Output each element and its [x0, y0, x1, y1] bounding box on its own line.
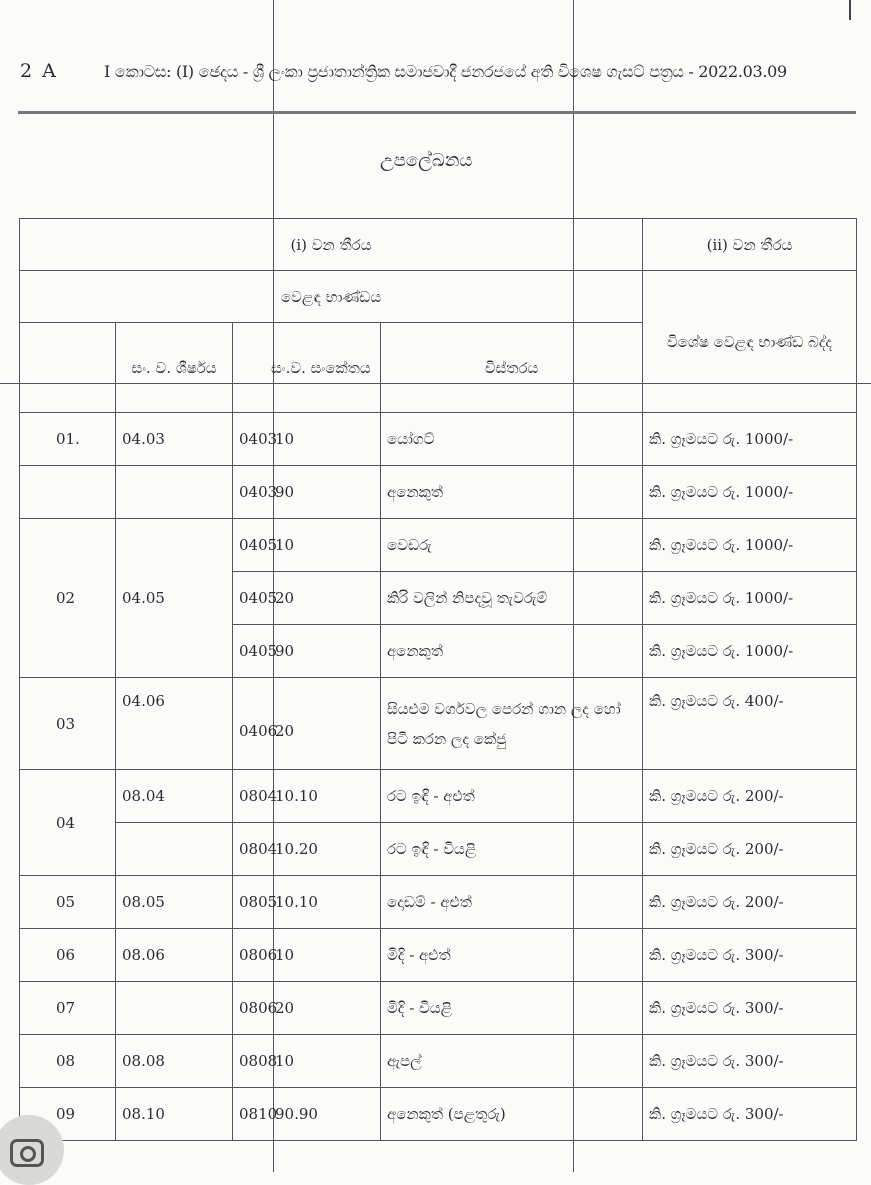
row-hs-heading: 04.06	[116, 678, 233, 770]
hs-code-4: 0405	[233, 589, 274, 607]
hs-code-4: 0405	[233, 642, 274, 660]
camera-glyph	[10, 1139, 44, 1167]
hs-code-4: 0806	[233, 999, 274, 1017]
row-description: මිදි - අළුත්	[381, 929, 643, 982]
row-hs-code	[233, 625, 381, 678]
row-hs-code	[233, 678, 381, 770]
row-hs-heading: 08.05	[116, 876, 233, 929]
row-levy: කි. ග්‍රෑමයට රු. 300/-	[643, 1035, 857, 1088]
row-hs-heading	[116, 823, 233, 876]
row-serial: 05	[20, 876, 116, 929]
edge-mark	[849, 0, 851, 20]
row-description: සියළුම වර්ගවල පෙරන් ගාන ලද හෝ පිටි කරන ලද කේජු	[381, 678, 643, 770]
row-levy: කි. ග්‍රෑමයට රු. 1000/-	[643, 413, 857, 466]
row-description: රට ඉඳි - වියළි	[381, 823, 643, 876]
row-description: අනෙකුත් (පළතුරු)	[381, 1088, 643, 1141]
hs-code-4: 0804	[233, 787, 274, 805]
hs-code-sub: 10	[275, 536, 295, 554]
hs-code-4: 0806	[233, 946, 274, 964]
hs-code-4: 0405	[233, 536, 274, 554]
row-hs-heading: 08.06	[116, 929, 233, 982]
row-hs-heading: 04.03	[116, 413, 233, 466]
hs-code-4: 0808	[233, 1052, 274, 1070]
row-levy: කි. ග්‍රෑමයට රු. 300/-	[643, 982, 857, 1035]
row-hs-code	[233, 876, 381, 929]
row-serial	[20, 466, 116, 519]
annex-title: උපලේඛනය	[380, 150, 473, 171]
hs-code-sub: 10.10	[275, 787, 318, 805]
row-serial: 02	[20, 519, 116, 678]
row-serial: 08	[20, 1035, 116, 1088]
row-serial: 04	[20, 770, 116, 876]
row-levy: කි. ග්‍රෑමයට රු. 1000/-	[643, 519, 857, 572]
column-group-2: (ii) වන තීරය	[643, 219, 857, 271]
row-hs-code	[233, 929, 381, 982]
hs-code-sub: 10	[275, 430, 295, 448]
row-description: දොඩම් - අළුත්	[381, 876, 643, 929]
row-hs-code	[233, 823, 381, 876]
row-levy: කි. ග්‍රෑමයට රු. 200/-	[643, 823, 857, 876]
levy-schedule-table	[19, 218, 857, 1141]
column-group-1: (i) වන තීරය	[20, 219, 643, 271]
row-serial: 01.	[20, 413, 116, 466]
hs-code-4: 0403	[233, 430, 274, 448]
row-hs-code	[233, 572, 381, 625]
row-levy: කි. ග්‍රෑමයට රු. 1000/-	[643, 625, 857, 678]
row-description: රට ඉඳි - අළුත්	[381, 770, 643, 823]
hs-code-sub: 90.90	[275, 1105, 318, 1123]
row-hs-heading: 08.08	[116, 1035, 233, 1088]
hs-code-sub: 10.10	[275, 893, 318, 911]
hs-code-sub: 20	[275, 999, 295, 1017]
row-hs-code	[233, 466, 381, 519]
row-description: අනෙකුත්	[381, 625, 643, 678]
hs-code-sub: 10	[275, 946, 295, 964]
camera-icon[interactable]	[0, 1115, 64, 1185]
row-levy: කි. ග්‍රෑමයට රු. 300/-	[643, 1088, 857, 1141]
row-description: ඇපල්	[381, 1035, 643, 1088]
commodity-subgroup: වෙළඳ භාණ්ඩය	[20, 271, 643, 323]
row-levy: කි. ග්‍රෑමයට රු. 1000/-	[643, 572, 857, 625]
hs-code-sub: 20	[275, 721, 295, 740]
row-hs-code	[233, 770, 381, 823]
row-hs-heading: 08.04	[116, 770, 233, 823]
row-levy: කි. ග්‍රෑමයට රු. 1000/-	[643, 466, 857, 519]
hs-code-sub: 10.20	[275, 840, 318, 858]
hs-code-sub: 10	[275, 1052, 295, 1070]
levy-heading: විශේෂ වෙළඳ භාණ්ඩ බද්ද	[643, 271, 857, 413]
header-rule	[18, 111, 856, 114]
description-heading: විස්තරය	[381, 323, 643, 413]
row-serial: 03	[20, 678, 116, 770]
hs-code-sub: 20	[275, 589, 295, 607]
row-description: යෝගට්	[381, 413, 643, 466]
row-levy: කි. ග්‍රෑමයට රු. 300/-	[643, 929, 857, 982]
row-hs-heading	[116, 982, 233, 1035]
serial-heading	[20, 323, 116, 413]
row-levy: කි. ග්‍රෑමයට රු. 200/-	[643, 770, 857, 823]
row-hs-code	[233, 519, 381, 572]
row-hs-heading	[116, 466, 233, 519]
gazette-header-title: I කොටස: (I) ඡෙදය - ශ්‍රී ලංකා ප්‍රජාතාන්ත්‍රික සමාජවාදී ජනරජයේ අති විශෙෂ ගැසට් පත්‍රය - 2022.03.09	[104, 62, 787, 81]
hs-heading: සං. ව. ශීර්ෂය	[116, 323, 233, 413]
row-serial: 09	[20, 1088, 116, 1141]
row-levy: කි. ග්‍රෑමයට රු. 200/-	[643, 876, 857, 929]
hs-code-4: 0406	[233, 708, 274, 740]
row-hs-heading: 04.05	[116, 519, 233, 678]
row-hs-code	[233, 982, 381, 1035]
row-hs-heading: 08.10	[116, 1088, 233, 1141]
row-serial: 06	[20, 929, 116, 982]
row-hs-code	[233, 1035, 381, 1088]
page-number: 2 A	[20, 60, 58, 82]
row-hs-code	[233, 1088, 381, 1141]
hs-code-sub: 90	[275, 642, 295, 660]
row-description: වෙඩරු	[381, 519, 643, 572]
code-heading: සං.ව. සංකේතය	[233, 323, 381, 413]
row-serial: 07	[20, 982, 116, 1035]
hs-code-4: 0403	[233, 483, 274, 501]
hs-code-4: 0804	[233, 840, 274, 858]
row-hs-code	[233, 413, 381, 466]
row-description: කිරි වලින් නිපදවූ තැවරුම්	[381, 572, 643, 625]
hs-code-4: 0810	[233, 1105, 274, 1123]
row-description: අනෙකුත්	[381, 466, 643, 519]
row-description: මිදි - වියළි	[381, 982, 643, 1035]
row-levy: කි. ග්‍රෑමයට රු. 400/-	[643, 678, 857, 770]
hs-code-sub: 90	[275, 483, 295, 501]
hs-code-4: 0805	[233, 893, 274, 911]
